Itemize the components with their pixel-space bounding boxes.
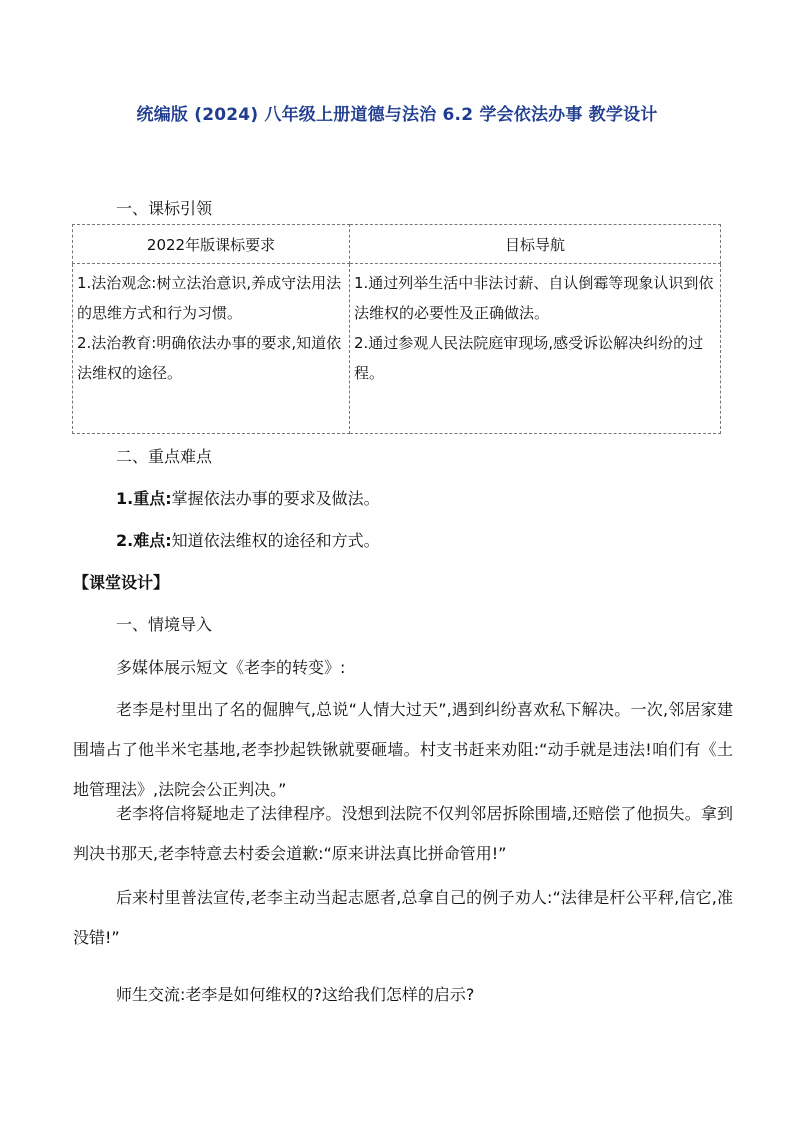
goal-item: 1.通过列举生活中非法讨薪、自认倒霉等现象认识到依法维权的必要性及正确做法。 bbox=[354, 274, 714, 322]
section-heading-key-points: 二、重点难点 bbox=[116, 447, 213, 466]
table-header-cell: 2022年版课标要求 bbox=[73, 225, 350, 264]
story-paragraph: 后来村里普法宣传,老李主动当起志愿者,总拿自己的例子劝人:“法律是杆公平秤,信它,准没错!” bbox=[73, 888, 733, 947]
section-heading-intro: 一、情境导入 bbox=[116, 615, 213, 634]
requirement-item: 1.法治观念:树立法治意识,养成守法用法的思维方式和行为习惯。 bbox=[77, 274, 342, 322]
story-paragraph: 老李将信将疑地走了法律程序。没想到法院不仅判邻居拆除围墙,还赔偿了他损失。拿到判决书那天,老李特意去村委会道歉:“原来讲法真比拼命管用!” bbox=[73, 804, 733, 863]
table-row bbox=[73, 264, 721, 434]
section-heading-curriculum: 一、课标引领 bbox=[116, 199, 213, 218]
class-design-heading: 【课堂设计】 bbox=[73, 573, 170, 592]
document-title: 统编版 (2024) 八年级上册道德与法治 6.2 学会依法办事 教学设计 bbox=[136, 105, 658, 125]
goal-item: 2.通过参观人民法院庭审现场,感受诉讼解决纠纷的过程。 bbox=[354, 334, 704, 382]
table-cell-requirements bbox=[73, 264, 350, 434]
discussion-question: 师生交流:老李是如何维权的?这给我们怎样的启示? bbox=[116, 985, 475, 1004]
curriculum-table bbox=[72, 224, 721, 434]
table-header-cell: 目标导航 bbox=[350, 225, 721, 264]
key-point-label: 1.重点: bbox=[116, 489, 172, 508]
difficulty-text: 知道依法维权的途径和方式。 bbox=[171, 531, 380, 550]
media-intro: 多媒体展示短文《老李的转变》: bbox=[116, 658, 346, 677]
table-header-row bbox=[73, 225, 721, 264]
table-cell-goals bbox=[350, 264, 721, 434]
requirement-item: 2.法治教育:明确依法办事的要求,知道依法维权的途径。 bbox=[77, 334, 342, 382]
key-point-text: 掌握依法办事的要求及做法。 bbox=[171, 489, 380, 508]
difficulty-label: 2.难点: bbox=[116, 531, 172, 550]
story-paragraph: 老李是村里出了名的倔脾气,总说“人情大过天”,遇到纠纷喜欢私下解决。一次,邻居家建围墙占了他半米宅基地,老李抄起铁锹就要砸墙。村支书赶来劝阻:“动手就是违法!咱们有《土地管理法》,法院会公正判决。” bbox=[73, 700, 733, 799]
key-point-line bbox=[116, 486, 380, 509]
difficulty-line bbox=[116, 528, 380, 551]
